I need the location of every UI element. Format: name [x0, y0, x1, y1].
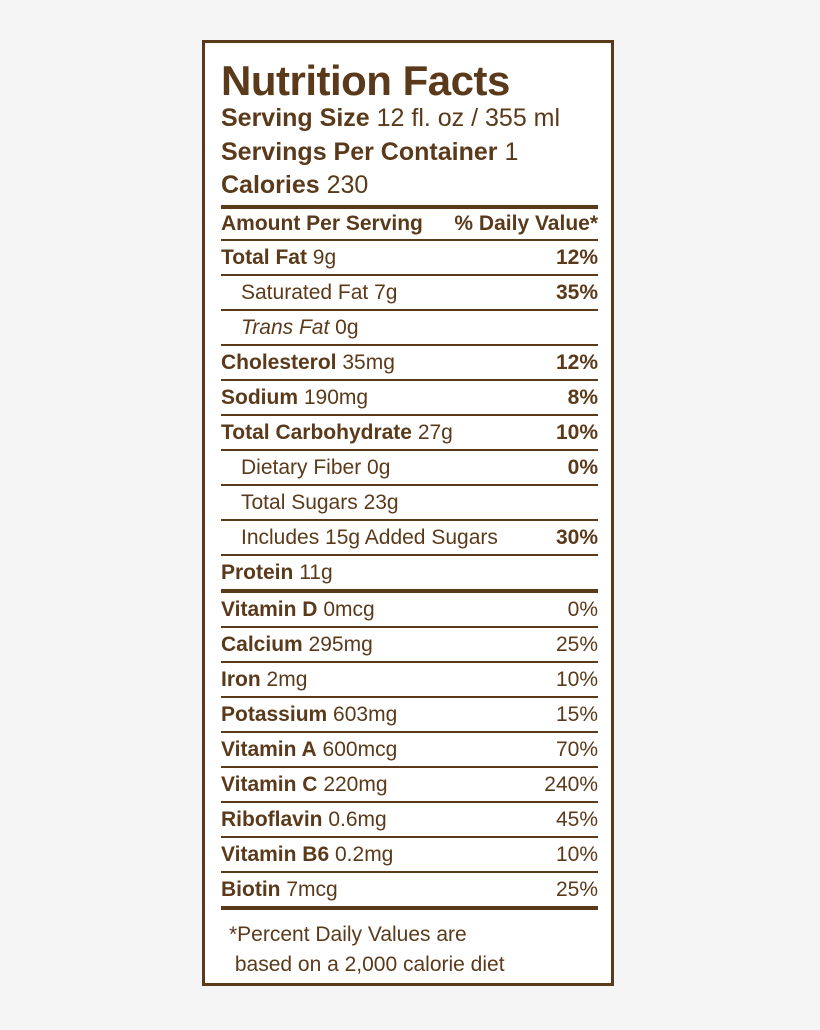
vitamin-name: Vitamin C [221, 773, 318, 796]
nutrient-row-saturated-fat [221, 274, 598, 309]
vitamin-amount: 220mg [323, 773, 388, 796]
vitamin-name: Potassium [221, 703, 328, 726]
vitamin-amount: 600mcg [322, 738, 398, 761]
nutrient-row-sodium [221, 379, 598, 414]
vitamin-amount: 295mg [308, 633, 373, 656]
serving-size [221, 103, 560, 133]
nutrient-daily-value: 10% [555, 421, 598, 444]
amount-per-serving-header [221, 209, 598, 239]
calories-label: Calories [221, 171, 320, 199]
vitamin-daily-value: 70% [555, 738, 598, 761]
nutrient-amount: 190mg [303, 386, 369, 409]
nutrient-name: Saturated Fat [241, 281, 369, 304]
vitamin-daily-value: 45% [555, 808, 598, 831]
vitamin-name: Iron [221, 668, 261, 691]
nutrient-name: Total Sugars [241, 491, 358, 514]
nutrient-row-cholesterol [221, 344, 598, 379]
vitamin-row-vitamin-a [221, 731, 598, 766]
vitamin-name: Calcium [221, 633, 303, 656]
vitamin-row-biotin [221, 871, 598, 906]
nutrient-name: Cholesterol [221, 351, 337, 374]
bottom-divider [221, 906, 598, 910]
vitamin-daily-value: 25% [555, 633, 598, 656]
serving-size-label: Serving Size [221, 104, 370, 132]
vitamin-amount: 7mcg [286, 878, 338, 901]
nutrient-row-total-carbohydrate [221, 414, 598, 449]
nutrient-name: Sodium [221, 386, 298, 409]
daily-value-header: % Daily Value* [454, 212, 598, 235]
vitamin-row-calcium [221, 626, 598, 661]
nutrient-name: Protein [221, 561, 294, 584]
nutrient-daily-value: 0% [567, 456, 598, 479]
vitamin-amount: 603mg [333, 703, 398, 726]
footnote-line-1: *Percent Daily Values are [229, 923, 467, 946]
nutrient-table [221, 239, 598, 910]
nutrition-facts-label [202, 40, 614, 986]
nutrient-amount: 11g [299, 561, 333, 584]
nutrient-daily-value: 30% [555, 526, 598, 549]
vitamin-daily-value: 10% [555, 668, 598, 691]
vitamin-daily-value: 240% [544, 773, 598, 796]
footnote [229, 920, 505, 980]
vitamin-name: Vitamin B6 [221, 843, 330, 866]
nutrient-row-dietary-fiber [221, 449, 598, 484]
servings-per-container-value: 1 [504, 138, 519, 166]
nutrient-row-total-fat [221, 239, 598, 274]
vitamin-name: Vitamin D [221, 598, 318, 621]
nutrient-amount: 27g [417, 421, 453, 444]
nutrient-row-protein [221, 554, 598, 589]
vitamin-amount: 2mg [266, 668, 308, 691]
nutrient-daily-value: 35% [555, 281, 598, 304]
vitamin-amount: 0.2mg [335, 843, 394, 866]
nutrient-daily-value: 12% [555, 351, 598, 374]
calories [221, 170, 368, 200]
label-title: Nutrition Facts [221, 57, 510, 104]
nutrient-name: Total Carbohydrate [221, 421, 412, 444]
nutrient-amount: 23g [363, 491, 399, 514]
nutrient-name: Trans Fat [241, 316, 330, 339]
vitamin-amount: 0.6mg [328, 808, 387, 831]
vitamin-row-vitamin-b6 [221, 836, 598, 871]
vitamin-name: Vitamin A [221, 738, 317, 761]
footnote-line-2: based on a 2,000 calorie diet [229, 953, 505, 976]
vitamin-name: Biotin [221, 878, 281, 901]
vitamin-amount: 0mcg [323, 598, 375, 621]
vitamin-daily-value: 25% [555, 878, 598, 901]
calories-value: 230 [326, 171, 369, 199]
nutrient-amount: 0g [367, 456, 391, 479]
servings-per-container-label: Servings Per Container [221, 138, 498, 166]
vitamin-row-vitamin-d [221, 589, 598, 626]
nutrient-amount: 7g [374, 281, 398, 304]
nutrient-amount: 35mg [342, 351, 395, 374]
vitamin-row-vitamin-c [221, 766, 598, 801]
nutrient-daily-value: 12% [555, 246, 598, 269]
nutrient-name: Total Fat [221, 246, 307, 269]
nutrient-row-trans-fat [221, 309, 598, 344]
nutrient-name: Dietary Fiber [241, 456, 362, 479]
nutrient-row-total-sugars [221, 484, 598, 519]
nutrient-row-added-sugars [221, 519, 598, 554]
vitamin-daily-value: 0% [567, 598, 598, 621]
vitamin-name: Riboflavin [221, 808, 323, 831]
vitamin-row-riboflavin [221, 801, 598, 836]
vitamin-row-iron [221, 661, 598, 696]
nutrient-name: Includes 15g Added Sugars [241, 526, 498, 549]
servings-per-container [221, 137, 518, 167]
vitamin-daily-value: 10% [555, 843, 598, 866]
nutrient-amount: 0g [335, 316, 359, 339]
nutrient-daily-value: 8% [567, 386, 598, 409]
vitamin-row-potassium [221, 696, 598, 731]
vitamin-daily-value: 15% [555, 703, 598, 726]
amount-per-serving-label: Amount Per Serving [221, 212, 423, 235]
nutrient-amount: 9g [312, 246, 337, 269]
serving-size-value: 12 fl. oz / 355 ml [376, 104, 561, 132]
